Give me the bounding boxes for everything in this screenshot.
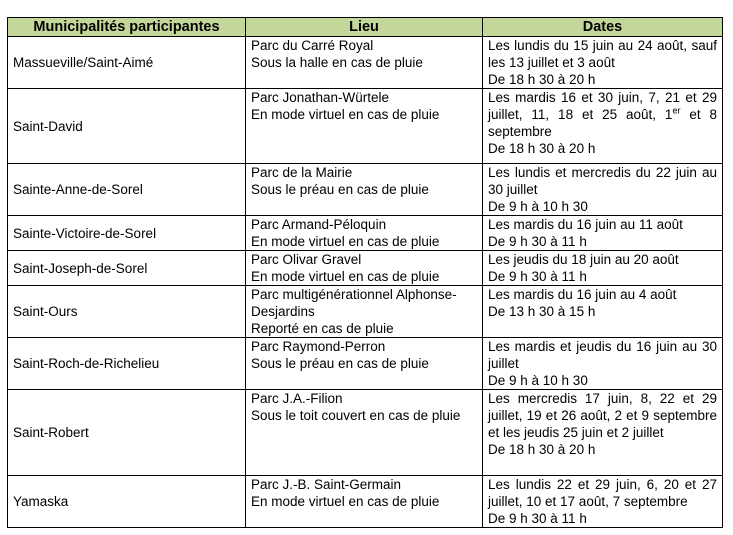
table-row	[8, 286, 723, 338]
time-text: De 9 h 30 à 11 h	[488, 269, 587, 284]
rain-plan: Sous le toit couvert en cas de pluie	[251, 408, 461, 423]
table-row	[8, 476, 723, 528]
header-municipality: Municipalités participantes	[8, 18, 246, 37]
time-text: De 18 h 30 à 20 h	[488, 141, 596, 156]
municipality-cell: Sainte-Victoire-de-Sorel	[8, 216, 246, 251]
rain-plan: En mode virtuel en cas de pluie	[251, 494, 440, 509]
location-cell	[246, 37, 483, 89]
time-text: De 9 h 30 à 11 h	[488, 234, 587, 249]
municipality-cell: Saint-Ours	[8, 286, 246, 338]
table-row	[8, 338, 723, 390]
location-cell	[246, 338, 483, 390]
location-cell	[246, 390, 483, 476]
location-cell	[246, 89, 483, 164]
dates-text: Les mardis 16 et 30 juin, 7, 21 et 29 juillet, 11, 18 et 25 août, 1er et 8 septembre	[488, 90, 717, 139]
location-cell	[246, 216, 483, 251]
location-cell	[246, 476, 483, 528]
dates-cell	[483, 338, 723, 390]
location-cell	[246, 164, 483, 216]
dates-cell	[483, 216, 723, 251]
dates-text: Les lundis 22 et 29 juin, 6, 20 et 27 juillet, 10 et 17 août, 7 septembre	[488, 477, 717, 509]
rain-plan: En mode virtuel en cas de pluie	[251, 107, 440, 122]
schedule-table	[7, 17, 723, 528]
rain-plan: Sous le préau en cas de pluie	[251, 356, 429, 371]
municipality-cell: Saint-Roch-de-Richelieu	[8, 338, 246, 390]
rain-plan: En mode virtuel en cas de pluie	[251, 234, 440, 249]
municipality-cell: Massueville/Saint-Aimé	[8, 37, 246, 89]
rain-plan: Sous la halle en cas de pluie	[251, 55, 423, 70]
location-cell	[246, 251, 483, 286]
dates-cell	[483, 476, 723, 528]
dates-text: Les mardis du 16 juin au 4 août	[488, 287, 677, 302]
park-name: Parc Olivar Gravel	[251, 252, 362, 267]
ordinal-suffix: er	[672, 105, 681, 116]
park-name: Parc J.A.-Filion	[251, 391, 343, 406]
park-name: Parc Armand-Péloquin	[251, 217, 387, 232]
municipality-cell: Sainte-Anne-de-Sorel	[8, 164, 246, 216]
dates-text: Les jeudis du 18 juin au 20 août	[488, 252, 679, 267]
header-location: Lieu	[246, 18, 483, 37]
table-row	[8, 164, 723, 216]
dates-text: Les lundis du 15 juin au 24 août, sauf les 13 juillet et 3 août	[488, 38, 717, 70]
municipality-cell: Saint-Robert	[8, 390, 246, 476]
municipality-cell: Saint-Joseph-de-Sorel	[8, 251, 246, 286]
dates-cell	[483, 251, 723, 286]
rain-plan: Sous le préau en cas de pluie	[251, 182, 429, 197]
time-text: De 9 h à 10 h 30	[488, 373, 588, 388]
dates-cell	[483, 286, 723, 338]
park-name: Parc J.-B. Saint-Germain	[251, 477, 402, 492]
time-text: De 18 h 30 à 20 h	[488, 72, 596, 87]
location-cell	[246, 286, 483, 338]
dates-text: Les mardis du 16 juin au 11 août	[488, 217, 683, 232]
dates-cell	[483, 37, 723, 89]
dates-cell	[483, 164, 723, 216]
table-row	[8, 89, 723, 164]
park-name: Parc Raymond-Perron	[251, 339, 386, 354]
dates-text: Les mardis et jeudis du 16 juin au 30 juillet	[488, 339, 717, 371]
header-row	[8, 18, 723, 37]
dates-text: Les lundis et mercredis du 22 juin au 30 juillet	[488, 165, 717, 197]
park-name: Parc du Carré Royal	[251, 38, 374, 53]
table-row	[8, 37, 723, 89]
park-name: Parc de la Mairie	[251, 165, 353, 180]
municipality-cell: Yamaska	[8, 476, 246, 528]
time-text: De 9 h à 10 h 30	[488, 199, 588, 214]
municipality-cell: Saint-David	[8, 89, 246, 164]
rain-plan: Reporté en cas de pluie	[251, 321, 394, 336]
table-row	[8, 216, 723, 251]
header-dates: Dates	[483, 18, 723, 37]
dates-cell	[483, 390, 723, 476]
park-name: Parc Jonathan-Würtele	[251, 90, 390, 105]
table-row	[8, 390, 723, 476]
time-text: De 18 h 30 à 20 h	[488, 442, 596, 457]
rain-plan: En mode virtuel en cas de pluie	[251, 269, 440, 284]
park-name: Parc multigénérationnel Alphonse-Desjardins	[251, 287, 457, 319]
dates-text: Les mercredis 17 juin, 8, 22 et 29 juillet, 19 et 26 août, 2 et 9 septembre et les jeudis 25 juin et 2 juillet	[488, 391, 717, 440]
time-text: De 9 h 30 à 11 h	[488, 511, 587, 526]
time-text: De 13 h 30 à 15 h	[488, 304, 596, 319]
table-row	[8, 251, 723, 286]
dates-cell	[483, 89, 723, 164]
